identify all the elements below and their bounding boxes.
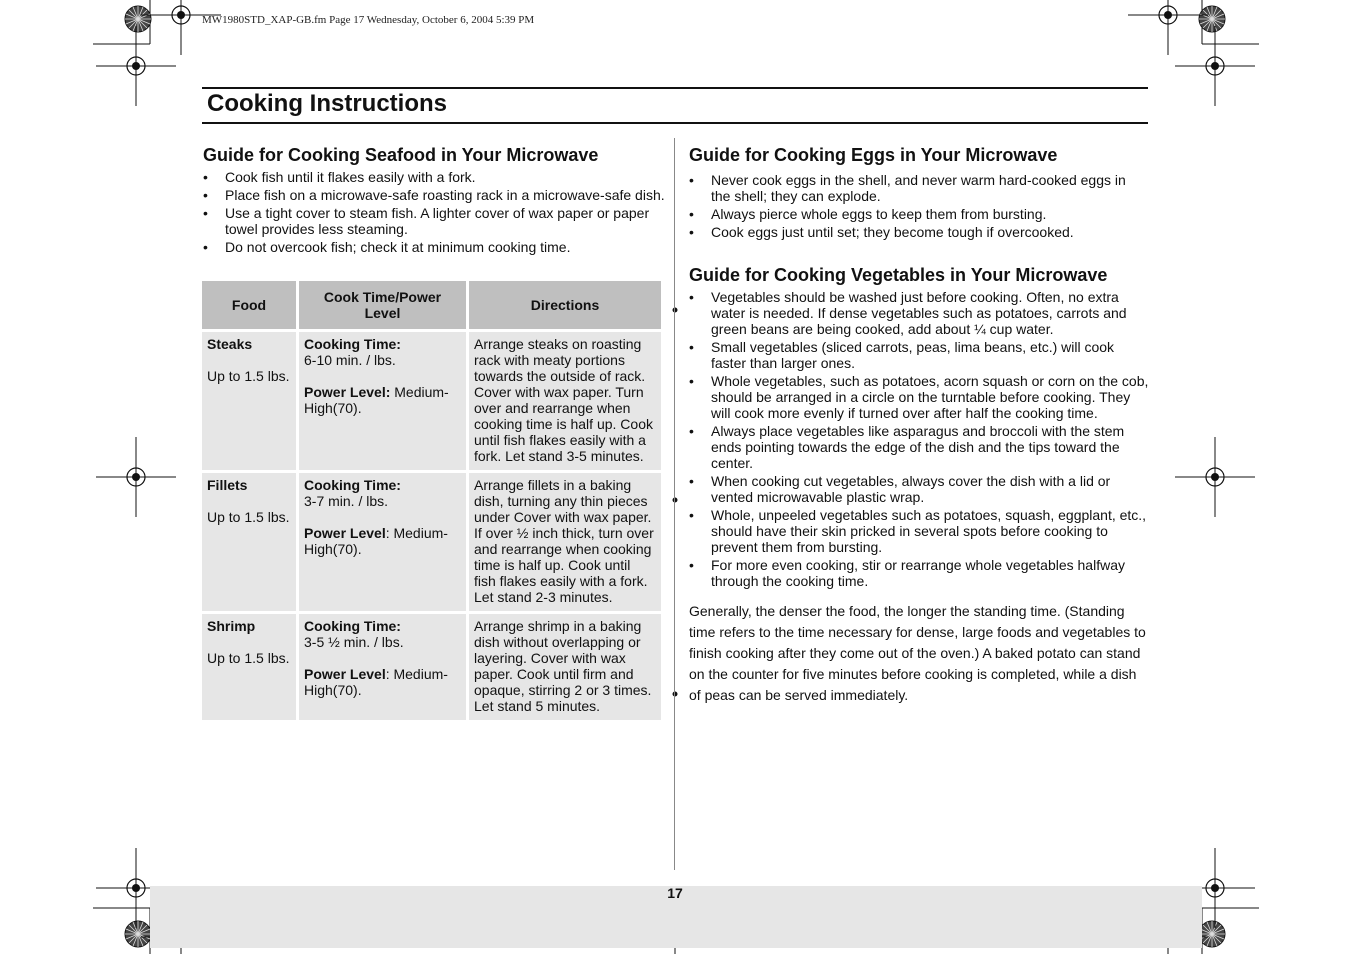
page-title: Cooking Instructions	[207, 90, 447, 117]
food-amount: Up to 1.5 lbs.	[207, 368, 290, 384]
list-item: • Do not overcook fish; check it at minimum cooking time.	[203, 239, 665, 255]
cooking-time-label: Cooking Time:	[304, 477, 401, 493]
eggs-heading: Guide for Cooking Eggs in Your Microwave	[689, 145, 1058, 165]
list-item: • Cook fish until it flakes easily with a fork.	[203, 169, 665, 185]
column-header-cook-time: Cook Time/Power Level	[299, 281, 466, 329]
list-item: • Whole vegetables, such as potatoes, acorn squash or corn on the cob, should be arranged in a circle on the turntable before cooking. They will cook more evenly if turned over after half the cooking time.	[689, 373, 1149, 421]
cook-time-cell	[299, 473, 466, 611]
power-level	[304, 525, 461, 557]
vegetables-section	[689, 264, 1149, 706]
vegetables-bullets	[689, 289, 1149, 589]
power-level-value: Medium-High(70).	[304, 384, 449, 416]
list-item: • When cooking cut vegetables, always cover the dish with a lid or vented microwavable plastic wrap.	[689, 473, 1149, 505]
title-bottom-rule	[202, 122, 1148, 124]
eggs-bullets	[689, 172, 1149, 240]
seafood-section	[203, 144, 665, 257]
list-item: • For more even cooking, stir or rearrange whole vegetables halfway through the cooking time.	[689, 557, 1149, 589]
cook-time-cell	[299, 332, 466, 470]
list-item: • Always pierce whole eggs to keep them from bursting.	[689, 206, 1149, 222]
list-item: • Vegetables should be washed just before cooking. Often, no extra water is needed. If dense vegetables such as potatoes, carrots and green beans are being cooked, add about ¼ cup water.	[689, 289, 1149, 337]
list-item: • Always place vegetables like asparagus and broccoli with the stem ends pointing towards the edge of the dish and the tips toward the center.	[689, 423, 1149, 471]
list-item: • Use a tight cover to steam fish. A lighter cover of wax paper or paper towel provides less steaming.	[203, 205, 665, 237]
list-item: • Place fish on a microwave-safe roasting rack in a microwave-safe dish.	[203, 187, 665, 203]
page-number: 17	[667, 885, 683, 901]
cooking-time-label: Cooking Time:	[304, 336, 401, 352]
table-row	[202, 473, 661, 611]
cooking-time-value: 3-5 ½ min. / lbs.	[304, 634, 404, 650]
column-header-food: Food	[202, 281, 296, 329]
power-level-label: Power Level	[304, 525, 386, 541]
cooking-time-label: Cooking Time:	[304, 618, 401, 634]
column-divider	[674, 138, 675, 870]
seafood-bullets	[203, 169, 665, 255]
cooking-time-value: 3-7 min. / lbs.	[304, 493, 389, 509]
column-header-directions: Directions	[469, 281, 661, 329]
seafood-table	[199, 278, 664, 723]
food-amount: Up to 1.5 lbs.	[207, 650, 290, 666]
food-name: Shrimp	[207, 618, 256, 634]
vegetables-heading: Guide for Cooking Vegetables in Your Microwave	[689, 265, 1108, 285]
power-level-label: Power Level	[304, 666, 386, 682]
power-level-value: : Medium-High(70).	[304, 666, 448, 698]
food-name: Fillets	[207, 477, 248, 493]
food-cell	[202, 332, 296, 470]
list-item: • Cook eggs just until set; they become tough if overcooked.	[689, 224, 1149, 240]
table-row	[202, 614, 661, 720]
table-row	[202, 332, 661, 470]
seafood-table-wrap	[199, 278, 664, 723]
table-header-row	[202, 281, 661, 329]
standing-time-paragraph: Generally, the denser the food, the longer the standing time. (Standing time refers to the time necessary for dense, large foods and vegetables to finish cooking after they come out of the oven.) A baked potato can stand on the counter for five minutes before cooking is completed, while a dish of peas can be served immediately.	[689, 603, 1146, 703]
food-name: Steaks	[207, 336, 253, 352]
list-item: • Whole, unpeeled vegetables such as potatoes, squash, eggplant, etc., should have their skin pricked in several spots before cooking to prevent them from bursting.	[689, 507, 1149, 555]
directions-cell: Arrange steaks on roasting rack with meaty portions towards the outside of rack. Cover with wax paper. Turn over and rearrange when cooking time is half up. Cook until fish flakes easily with a fork. Let stand 3-5 minutes.	[469, 332, 661, 470]
food-cell	[202, 614, 296, 720]
seafood-heading: Guide for Cooking Seafood in Your Microwave	[203, 145, 599, 165]
cooking-time-value: 6-10 min. / lbs.	[304, 352, 396, 368]
file-info-header: MW1980STD_XAP-GB.fm Page 17 Wednesday, October 6, 2004 5:39 PM	[202, 14, 535, 26]
power-level	[304, 666, 461, 698]
power-level-value: : Medium-High(70).	[304, 525, 448, 557]
directions-cell: Arrange shrimp in a baking dish without overlapping or layering. Cover with wax paper. Cook until firm and opaque, stirring 2 or 3 times. Let stand 5 minutes.	[469, 614, 661, 720]
list-item: • Small vegetables (sliced carrots, peas, lima beans, etc.) will cook faster than larger ones.	[689, 339, 1149, 371]
eggs-section	[689, 144, 1149, 242]
cook-time-cell	[299, 614, 466, 720]
list-item: • Never cook eggs in the shell, and never warm hard-cooked eggs in the shell; they can explode.	[689, 172, 1149, 204]
directions-cell: Arrange fillets in a baking dish, turning any thin pieces under Cover with wax paper. If over ½ inch thick, turn over and rearrange when cooking time is half up. Cook until fish flakes easily with a fork. Let stand 2-3 minutes.	[469, 473, 661, 611]
food-amount: Up to 1.5 lbs.	[207, 509, 290, 525]
food-cell	[202, 473, 296, 611]
power-level	[304, 384, 461, 416]
power-level-label: Power Level:	[304, 384, 391, 400]
